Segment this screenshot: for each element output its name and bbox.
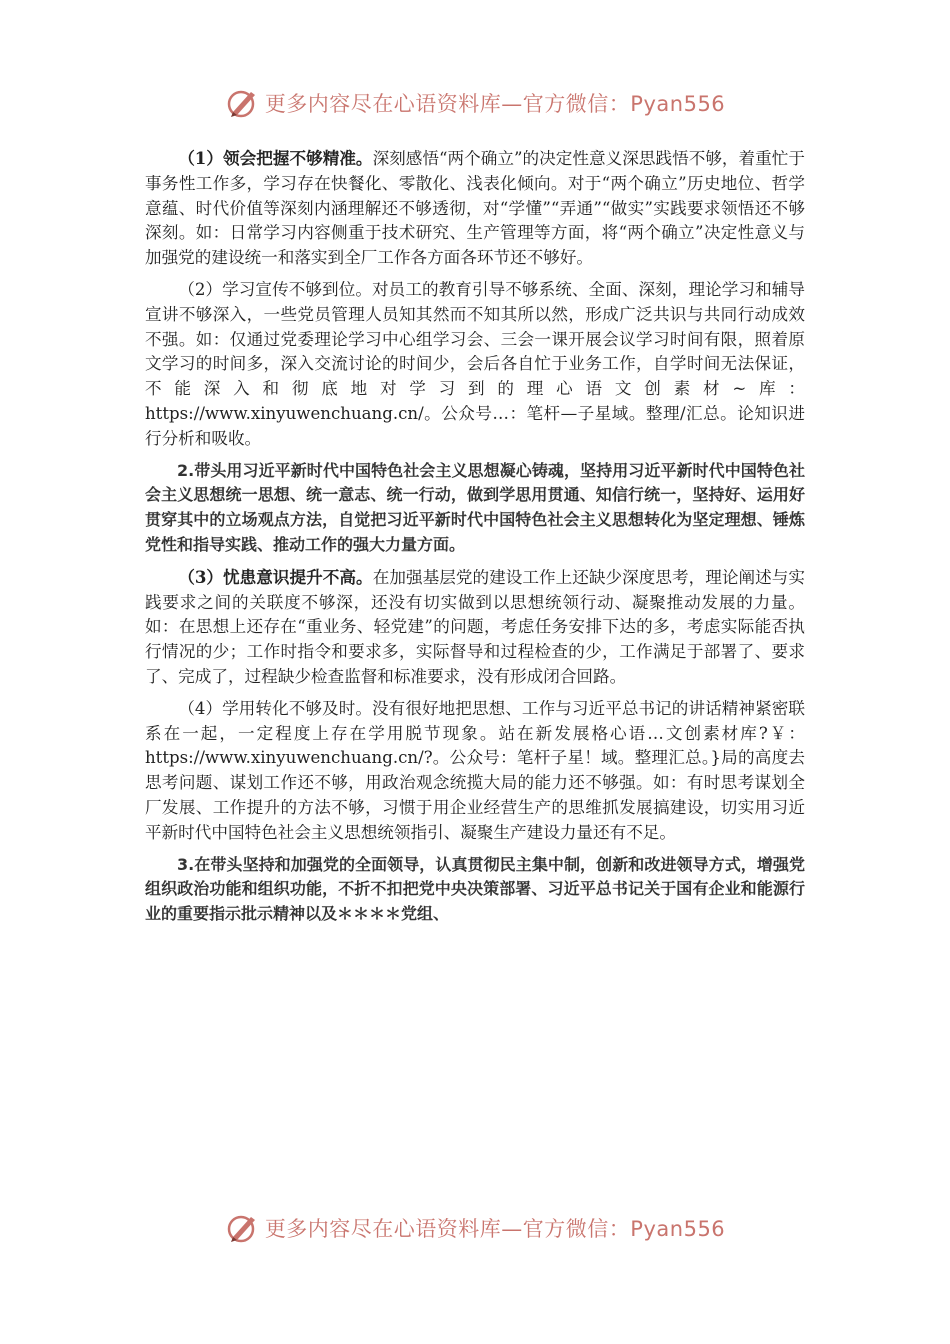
paragraph-1-lead: （1）领会把握不够精准。 xyxy=(178,148,373,168)
footer-banner xyxy=(0,1211,950,1245)
paragraph-1-text: 深刻感悟“两个确立”的决定性意义深思践悟不够，着重忙于事务性工作多，学习存在快餐化、零散化、浅表化倾向。对于“两个确立”历史地位、哲学意蕴、时代价值等深刻内涵理解还不够透彻，对“学懂”“弄通”“做实”实践要求领悟还不够深刻。如：日常学习内容侧重于技术研究、生产管理等方面，将“两个确立”决定性意义与加强党的建设统一和落实到全厂工作各方面各环节还不够好。 xyxy=(145,149,806,268)
paragraph-3-lead: （3）忧患意识提升不高。 xyxy=(178,566,373,587)
paragraph-3 xyxy=(145,565,805,690)
footer-banner-text: 更多内容尽在心语资料库—官方微信：Pyan556 xyxy=(264,1217,726,1241)
paragraph-1 xyxy=(145,146,805,271)
paragraph-2-text: （2）学习宣传不够到位。对员工的教育引导不够系统、全面、深刻，理论学习和辅导宣讲不够深入，一些党员管理人员知其然而不知其所以然，形成广泛共识与共同行动成效不强。如：仅通过党委理论学习中心组学习会、三会一课开展会议学习时间有限，照着原文学习的时间多，深入交流讨论的时间少，会后各自忙于业务工作，自学时间无法保证，不能深入和彻底地对学习到的理心语文创素材~库：https://www.xinyuwenchuang.cn/。公众号…：笔杆—子星域。整理/汇总。论知识进行分析和吸收。 xyxy=(145,279,805,448)
document-body xyxy=(145,146,805,927)
section-heading-3 xyxy=(145,853,805,927)
paragraph-2 xyxy=(145,278,805,452)
paragraph-3-text: 在加强基层党的建设工作上还缺少深度思考，理论阐述与实践要求之间的关联度不够深，还没有切实做到以思想统领行动、凝聚推动发展的力量。如：在思想上还存在“重业务、轻党建”的问题，考虑任务安排下达的多，考虑实际能否执行情况的少；工作时指令和要求多，实际督导和过程检查的少，工作满足于部署了、要求了、完成了，过程缺少检查监督和标准要求，没有形成闭合回路。 xyxy=(145,567,805,686)
section-heading-2-text: 2.带头用习近平新时代中国特色社会主义思想凝心铸魂，坚持用习近平新时代中国特色社会主义思想统一思想、统一意志、统一行动，做到学思用贯通、知信行统一，坚持好、运用好贯穿其中的立场观点方法，自觉把习近平新时代中国特色社会主义思想转化为坚定理想、锤炼党性和指导实践、推动工作的强大力量方面。 xyxy=(145,460,805,554)
header-banner-text: 更多内容尽在心语资料库—官方微信：Pyan556 xyxy=(264,92,726,116)
paragraph-4-text: （4）学用转化不够及时。没有很好地把思想、工作与习近平总书记的讲话精神紧密联系在一起，一定程度上存在学用脱节现象。站在新发展格心语…文创素材库?￥：https://www.xinyuwenchuang.cn/?。公众号：笔杆子星！域。整理汇总。}局的高度去思考问题、谋划工作还不够，用政治观念统揽大局的能力还不够强。如：有时思考谋划全厂发展、工作提升的方法不够，习惯于用企业经营生产的思维抓发展搞建设，切实用习近平新时代中国特色社会主义思想统领指引、凝聚生产建设力量还有不足。 xyxy=(145,698,805,842)
section-heading-3-text: 3.在带头坚持和加强党的全面领导，认真贯彻民主集中制，创新和改进领导方式，增强党组织政治功能和组织功能，不折不扣把党中央决策部署、习近平总书记关于国有企业和能源行业的重要指示批示精神以及＊＊＊＊党组、 xyxy=(145,854,805,924)
paragraph-4 xyxy=(145,697,805,846)
pen-logo-icon xyxy=(225,86,259,120)
pen-logo-icon xyxy=(225,1211,259,1245)
section-heading-2 xyxy=(145,459,805,558)
header-banner xyxy=(0,86,950,120)
